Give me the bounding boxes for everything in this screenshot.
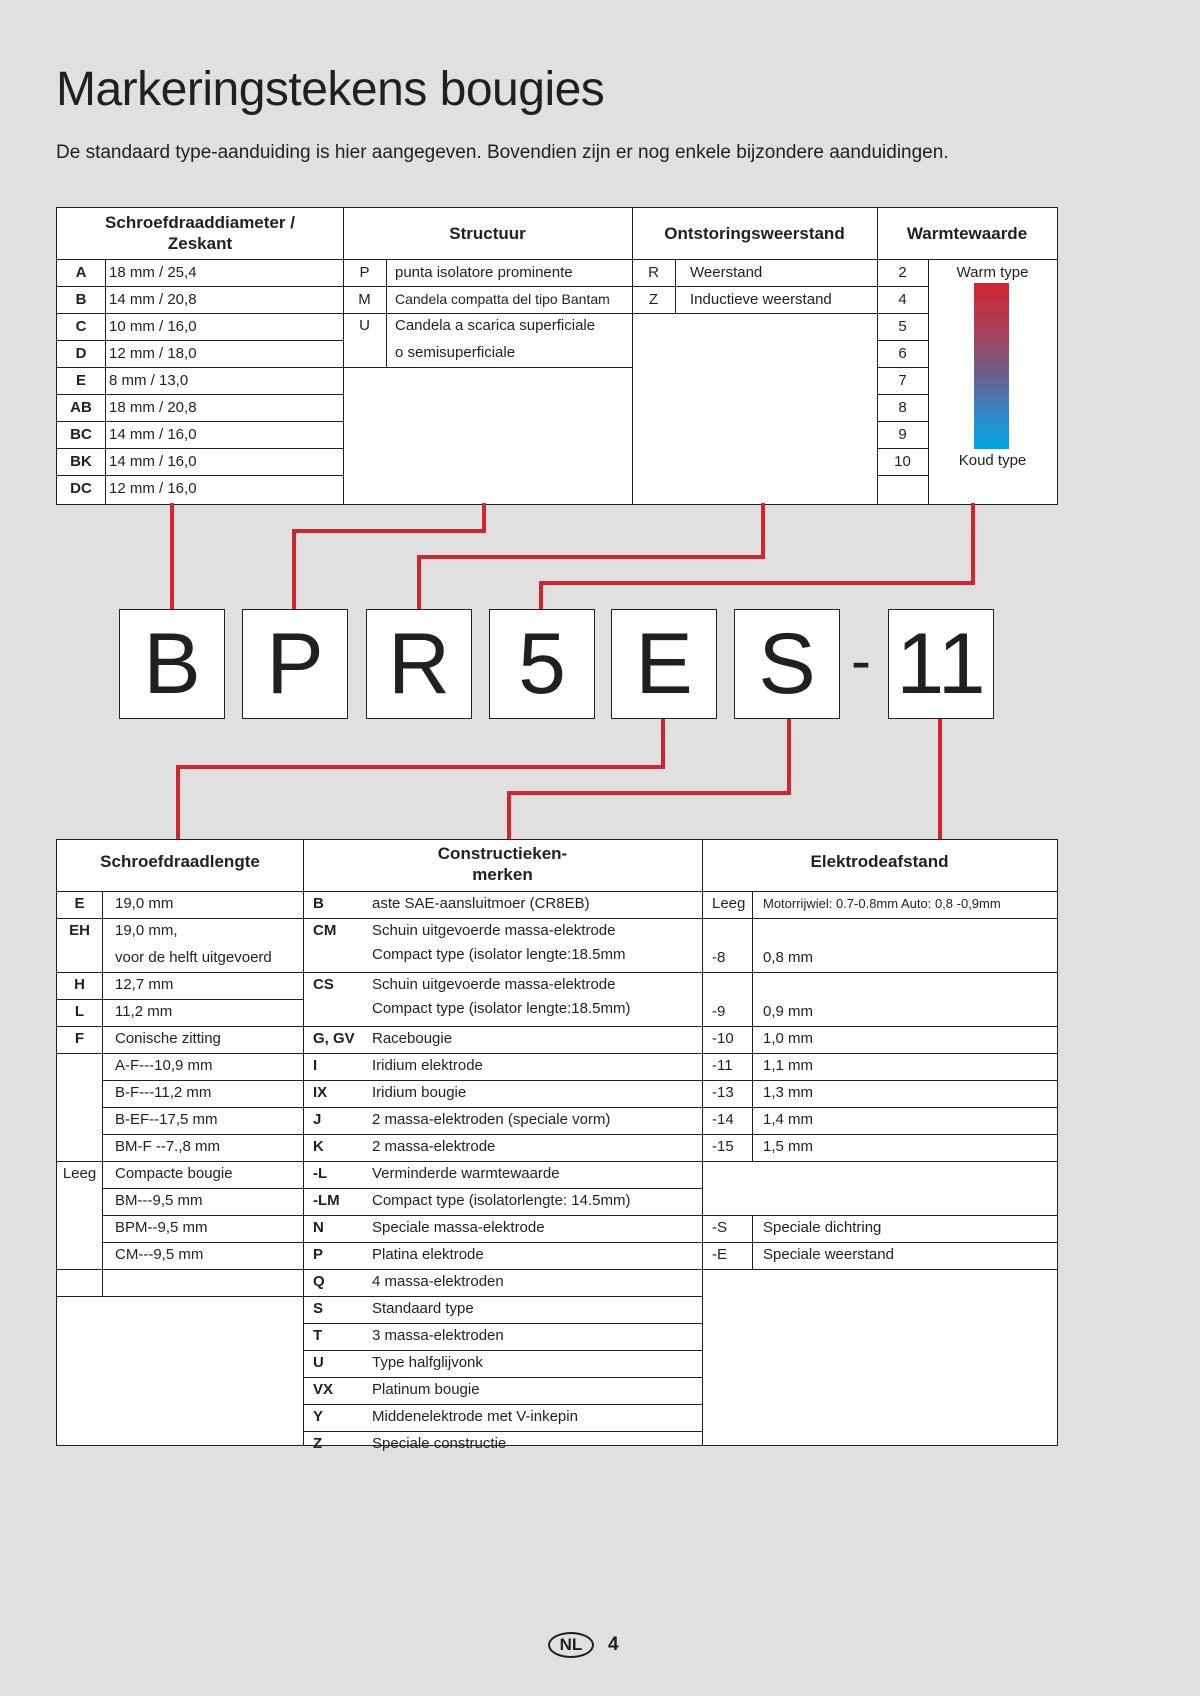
- row-divider: [702, 1215, 1057, 1216]
- construction-code: K: [313, 1138, 324, 1155]
- row-divider: [303, 1161, 702, 1162]
- construction-code: S: [313, 1300, 324, 1317]
- construction-code: CM: [313, 922, 337, 939]
- thread-code: A: [75, 264, 87, 281]
- length-value: voor de helft uitgevoerd: [115, 949, 272, 966]
- construction-code: N: [313, 1219, 324, 1236]
- row-divider: [702, 918, 1057, 919]
- construction-code: Z: [313, 1435, 323, 1452]
- structure-value: o semisuperficiale: [395, 344, 516, 361]
- row-divider: [57, 1053, 303, 1054]
- length-value: 11,2 mm: [115, 1003, 173, 1020]
- row-divider: [303, 1404, 702, 1405]
- length-code: E: [74, 895, 85, 912]
- construction-value: Compact type (isolator lengte:18.5mm: [372, 946, 626, 963]
- structure-header: Structuur: [449, 224, 526, 243]
- row-divider: [702, 1269, 1057, 1270]
- construction-value: Iridium elektrode: [372, 1057, 483, 1074]
- header-line: merken: [472, 865, 533, 884]
- length-code: F: [74, 1030, 85, 1047]
- row-divider: [303, 1377, 702, 1378]
- construction-code: G, GV: [313, 1030, 355, 1047]
- construction-code: T: [313, 1327, 323, 1344]
- length-value: Compacte bougie: [115, 1165, 233, 1182]
- row-divider: [702, 972, 1057, 973]
- row-divider: [303, 1431, 702, 1432]
- construction-value: Racebougie: [372, 1030, 453, 1047]
- structure-code: M: [358, 291, 371, 308]
- code-box-suppression: R: [366, 609, 472, 719]
- heat-value: 7: [898, 372, 907, 389]
- row-divider: [303, 1026, 702, 1027]
- gap-code: -9: [712, 1003, 726, 1020]
- construction-value: 4 massa-elektroden: [372, 1273, 504, 1290]
- row-divider: [702, 1134, 1057, 1135]
- suppression-value: Weerstand: [690, 264, 763, 281]
- code-box-structure: P: [242, 609, 348, 719]
- gap-code: -13: [712, 1084, 734, 1101]
- construction-value: 2 massa-elektroden (speciale vorm): [372, 1111, 611, 1128]
- row-divider: [57, 972, 303, 973]
- gap-value: 1,5 mm: [763, 1138, 814, 1155]
- construction-value: Speciale constructie: [372, 1435, 507, 1452]
- construction-code: Y: [313, 1408, 324, 1425]
- gap-code: -11: [712, 1057, 733, 1074]
- structure-code: P: [359, 264, 370, 281]
- row-divider: [57, 918, 303, 919]
- structure-value: Candela compatta del tipo Bantam: [395, 291, 610, 307]
- row-divider: [303, 1053, 702, 1054]
- gap-value: 0,8 mm: [763, 949, 814, 966]
- code-box-construction: S: [734, 609, 840, 719]
- gap-value: 1,3 mm: [763, 1084, 814, 1101]
- heat-value: 4: [898, 291, 907, 308]
- length-value: CM---9,5 mm: [115, 1246, 204, 1263]
- bottom-reference-table: [56, 839, 1058, 1452]
- length-code: H: [74, 976, 85, 993]
- construction-code: CS: [313, 976, 334, 993]
- page-number: 4: [608, 1634, 619, 1655]
- gap-value: Motorrijwiel: 0.7-0.8mm Auto: 0,8 -0,9mm: [763, 896, 1001, 911]
- row-divider: [102, 1215, 303, 1216]
- code-box-electrode-gap: 11: [888, 609, 994, 719]
- row-divider: [303, 1080, 702, 1081]
- gap-value: 0,9 mm: [763, 1003, 814, 1020]
- heat-value: 2: [898, 264, 907, 281]
- gap-code: -10: [712, 1030, 734, 1047]
- thread-code: D: [75, 345, 87, 362]
- heat-value: 5: [898, 318, 907, 335]
- thread-value: 8 mm / 13,0: [109, 372, 189, 389]
- gap-value: 1,0 mm: [763, 1030, 814, 1047]
- thread-value: 18 mm / 25,4: [109, 264, 197, 281]
- length-value: B-EF--17,5 mm: [115, 1111, 218, 1128]
- construction-code: I: [313, 1057, 318, 1074]
- thread-code: B: [75, 291, 87, 308]
- construction-value: Middenelektrode met V-inkepin: [372, 1408, 578, 1425]
- special-value: Speciale dichtring: [763, 1219, 882, 1236]
- thread-length-header: Schroefdraadlengte: [100, 852, 260, 871]
- length-value: A-F---10,9 mm: [115, 1057, 213, 1074]
- page-footer: [548, 1632, 619, 1658]
- length-code: EH: [69, 922, 90, 939]
- row-divider: [702, 1053, 1057, 1054]
- construction-code: P: [313, 1246, 324, 1263]
- construction-code: IX: [313, 1084, 328, 1101]
- row-divider: [303, 1350, 702, 1351]
- thread-code: E: [75, 372, 86, 389]
- heat-range-header: Warmtewaarde: [906, 224, 1028, 243]
- cold-type-label: Koud type: [958, 452, 1027, 469]
- gap-code: -14: [712, 1111, 734, 1128]
- construction-value: Verminderde warmtewaarde: [372, 1165, 560, 1182]
- construction-value: Speciale massa-elektrode: [372, 1219, 545, 1236]
- heat-value: 8: [898, 399, 907, 416]
- row-divider: [57, 1296, 303, 1297]
- thread-code: DC: [70, 480, 92, 497]
- construction-value: Platinum bougie: [372, 1381, 480, 1398]
- construction-value: 3 massa-elektroden: [372, 1327, 504, 1344]
- row-divider: [303, 1323, 702, 1324]
- row-divider: [702, 1242, 1057, 1243]
- gap-value: 1,4 mm: [763, 1111, 814, 1128]
- suppression-code: Z: [648, 291, 659, 308]
- construction-value: Platina elektrode: [372, 1246, 484, 1263]
- row-divider: [303, 1215, 702, 1216]
- suppression-header: Ontstoringsweerstand: [664, 224, 845, 243]
- row-divider: [702, 1026, 1057, 1027]
- row-divider: [303, 1134, 702, 1135]
- length-value: Conische zitting: [115, 1030, 221, 1047]
- connector-construction: [509, 719, 789, 839]
- thread-value: 14 mm / 16,0: [109, 453, 197, 470]
- structure-code: U: [359, 317, 370, 334]
- row-divider: [702, 1161, 1057, 1162]
- special-code: -E: [712, 1246, 727, 1263]
- gap-code: -15: [712, 1138, 734, 1155]
- construction-value: Schuin uitgevoerde massa-elektrode: [372, 976, 616, 993]
- structure-value: punta isolatore prominente: [395, 264, 573, 281]
- heat-value: 10: [894, 453, 911, 470]
- row-divider: [57, 1161, 303, 1162]
- suppression-code: R: [648, 264, 659, 281]
- intro-text: De standaard type-aanduiding is hier aangegeven. Bovendien zijn er nog enkele bijzondere aanduidingen.: [56, 142, 949, 163]
- connector-suppression: [419, 503, 763, 609]
- row-divider: [303, 1242, 702, 1243]
- heat-value: 6: [898, 345, 907, 362]
- row-divider: [102, 1134, 303, 1135]
- construction-code: Q: [313, 1273, 325, 1290]
- construction-header: [303, 843, 702, 885]
- construction-value: Standaard type: [372, 1300, 474, 1317]
- construction-code: VX: [313, 1381, 334, 1398]
- construction-code: -L: [313, 1165, 328, 1182]
- length-value: B-F---11,2 mm: [115, 1084, 212, 1101]
- electrode-gap-header: Elektrodeafstand: [810, 852, 949, 871]
- thread-value: 18 mm / 20,8: [109, 399, 197, 416]
- language-badge: NL: [548, 1632, 594, 1658]
- structure-value: Candela a scarica superficiale: [395, 317, 596, 334]
- construction-code: B: [313, 895, 324, 912]
- thread-code: BK: [70, 453, 92, 470]
- row-divider: [702, 1107, 1057, 1108]
- row-divider: [303, 1188, 702, 1189]
- length-code: L: [74, 1003, 85, 1020]
- length-value: BM-F --7.,8 mm: [115, 1138, 220, 1155]
- length-code: Leeg: [62, 1165, 97, 1182]
- construction-code: -LM: [313, 1192, 340, 1209]
- special-value: Speciale weerstand: [763, 1246, 894, 1263]
- column-divider: [102, 891, 103, 1296]
- gap-code: -8: [712, 949, 726, 966]
- row-divider: [102, 1188, 303, 1189]
- length-value: 19,0 mm: [115, 895, 174, 912]
- connector-thread-length: [178, 719, 663, 839]
- row-divider: [303, 972, 702, 973]
- length-value: BPM--9,5 mm: [115, 1219, 208, 1236]
- special-code: -S: [712, 1219, 727, 1236]
- thread-value: 14 mm / 16,0: [109, 426, 197, 443]
- row-divider: [102, 1107, 303, 1108]
- construction-value: Compact type (isolator lengte:18.5mm): [372, 1000, 631, 1017]
- row-divider: [57, 1269, 303, 1270]
- code-box-thread-length: E: [611, 609, 717, 719]
- length-value: 12,7 mm: [115, 976, 174, 993]
- construction-value: Schuin uitgevoerde massa-elektrode: [372, 922, 616, 939]
- thread-value: 12 mm / 16,0: [109, 480, 197, 497]
- row-divider: [303, 1269, 702, 1270]
- row-divider: [303, 918, 702, 919]
- code-box-thread-diameter: B: [119, 609, 225, 719]
- row-divider: [303, 1296, 702, 1297]
- length-value: 19,0 mm,: [115, 922, 178, 939]
- construction-code: J: [313, 1111, 322, 1128]
- construction-value: 2 massa-elektrode: [372, 1138, 496, 1155]
- length-value: BM---9,5 mm: [115, 1192, 203, 1209]
- row-divider: [102, 1080, 303, 1081]
- header-line: Schroefdraaddiameter /: [105, 213, 295, 232]
- construction-code: U: [313, 1354, 324, 1371]
- thread-code: BC: [70, 426, 92, 443]
- construction-value: Iridium bougie: [372, 1084, 467, 1101]
- warm-type-label: Warm type: [956, 264, 1029, 281]
- thread-code: AB: [70, 399, 92, 416]
- header-line: Zeskant: [167, 234, 233, 253]
- construction-value: Type halfglijvonk: [372, 1354, 483, 1371]
- row-divider: [57, 1026, 303, 1027]
- suppression-value: Inductieve weerstand: [690, 291, 832, 308]
- header-line: Constructieken-: [437, 844, 568, 863]
- row-divider: [102, 1242, 303, 1243]
- construction-value: aste SAE-aansluitmoer (CR8EB): [372, 895, 590, 912]
- row-divider: [702, 1080, 1057, 1081]
- thread-value: 12 mm / 18,0: [109, 345, 197, 362]
- thread-value: 10 mm / 16,0: [109, 318, 197, 335]
- thread-value: 14 mm / 20,8: [109, 291, 197, 308]
- page-title: Markeringstekens bougies: [56, 63, 605, 116]
- heat-value: 9: [898, 426, 907, 443]
- code-box-heat-range: 5: [489, 609, 595, 719]
- construction-value: Compact type (isolatorlengte: 14.5mm): [372, 1192, 631, 1209]
- row-divider: [303, 1107, 702, 1108]
- gap-value: 1,1 mm: [763, 1057, 814, 1074]
- gap-code: Leeg: [712, 895, 746, 912]
- code-separator: -: [851, 627, 871, 694]
- thread-code: C: [75, 318, 87, 335]
- row-divider: [57, 999, 303, 1000]
